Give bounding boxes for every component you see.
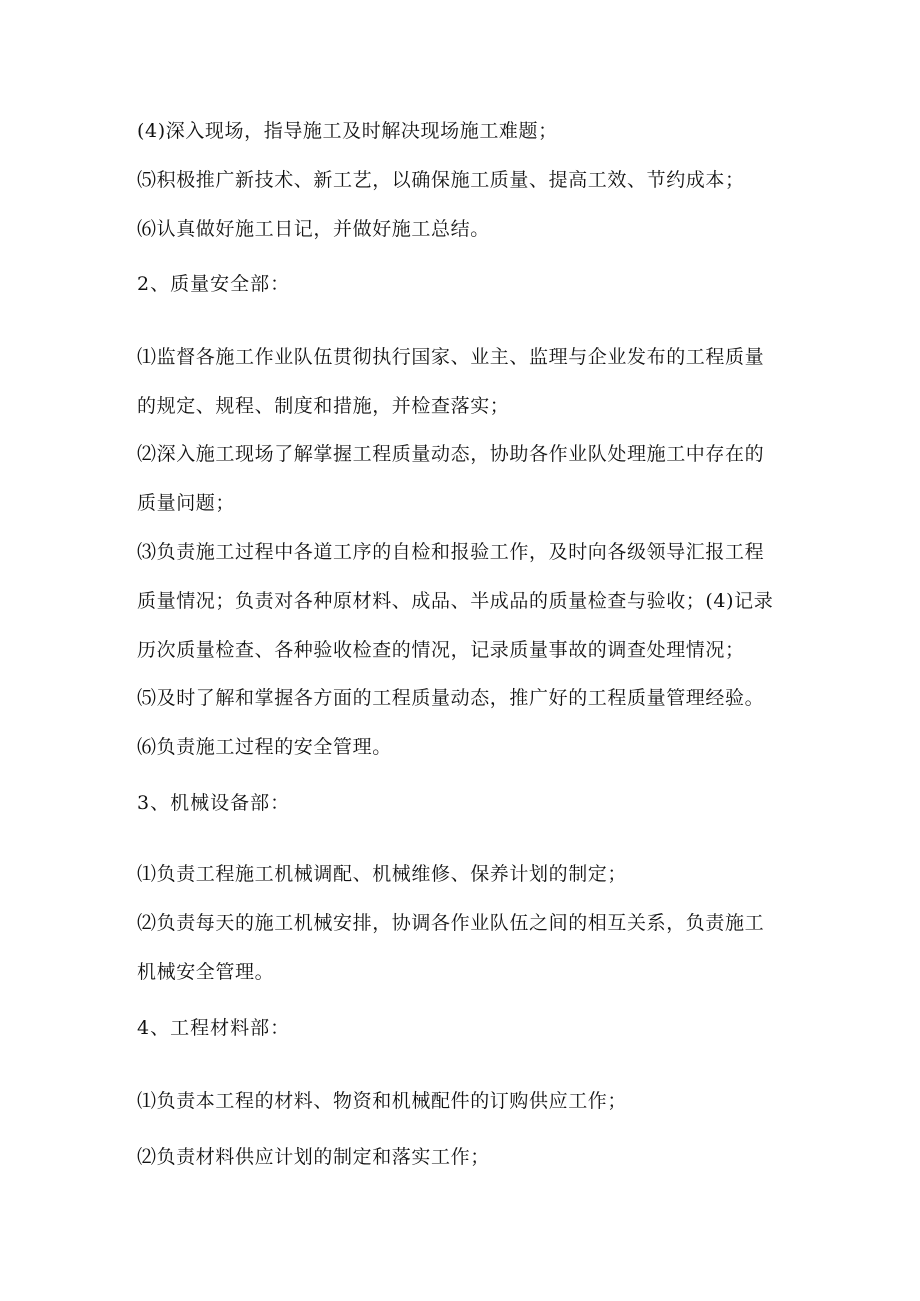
text-line: 历次质量检查、各种验收检查的情况，记录质量事故的调查处理情况； [137,639,745,661]
text-line: ⑶负责施工过程中各道工序的自检和报验工作，及时向各级领导汇报工程 [137,541,765,563]
text-line: 质量情况；负责对各种原材料、成品、半成品的质量检查与验收；(4)记录 [137,590,774,612]
text-line: ⑹认真做好施工日记，并做好施工总结。 [137,218,490,240]
text-line: 机械安全管理。 [137,961,275,983]
text-line: (4)深入现场，指导施工及时解决现场施工难题； [137,120,558,142]
text-line: 的规定、规程、制度和措施，并检查落实； [137,395,510,417]
text-line: ⑴监督各施工作业队伍贯彻执行国家、业主、监理与企业发布的工程质量 [137,346,765,368]
section-heading: 2、质量安全部： [137,273,291,295]
text-line: 质量问题； [137,492,236,514]
text-line: ⑵负责材料供应计划的制定和落实工作； [137,1146,490,1168]
text-line: ⑴负责本工程的材料、物资和机械配件的订购供应工作； [137,1090,628,1112]
text-line: ⑹负责施工过程的安全管理。 [137,736,392,758]
section-heading: 4、工程材料部： [137,1017,291,1039]
text-line: ⑵负责每天的施工机械安排，协调各作业队伍之间的相互关系，负责施工 [137,912,765,934]
text-line: ⑸及时了解和掌握各方面的工程质量动态，推广好的工程质量管理经验。 [137,687,765,709]
text-line: ⑴负责工程施工机械调配、机械维修、保养计划的制定； [137,863,628,885]
text-line: ⑸积极推广新技术、新工艺，以确保施工质量、提高工效、节约成本； [137,169,745,191]
text-line: ⑵深入施工现场了解掌握工程质量动态，协助各作业队处理施工中存在的 [137,443,765,465]
section-heading: 3、机械设备部： [137,792,291,814]
